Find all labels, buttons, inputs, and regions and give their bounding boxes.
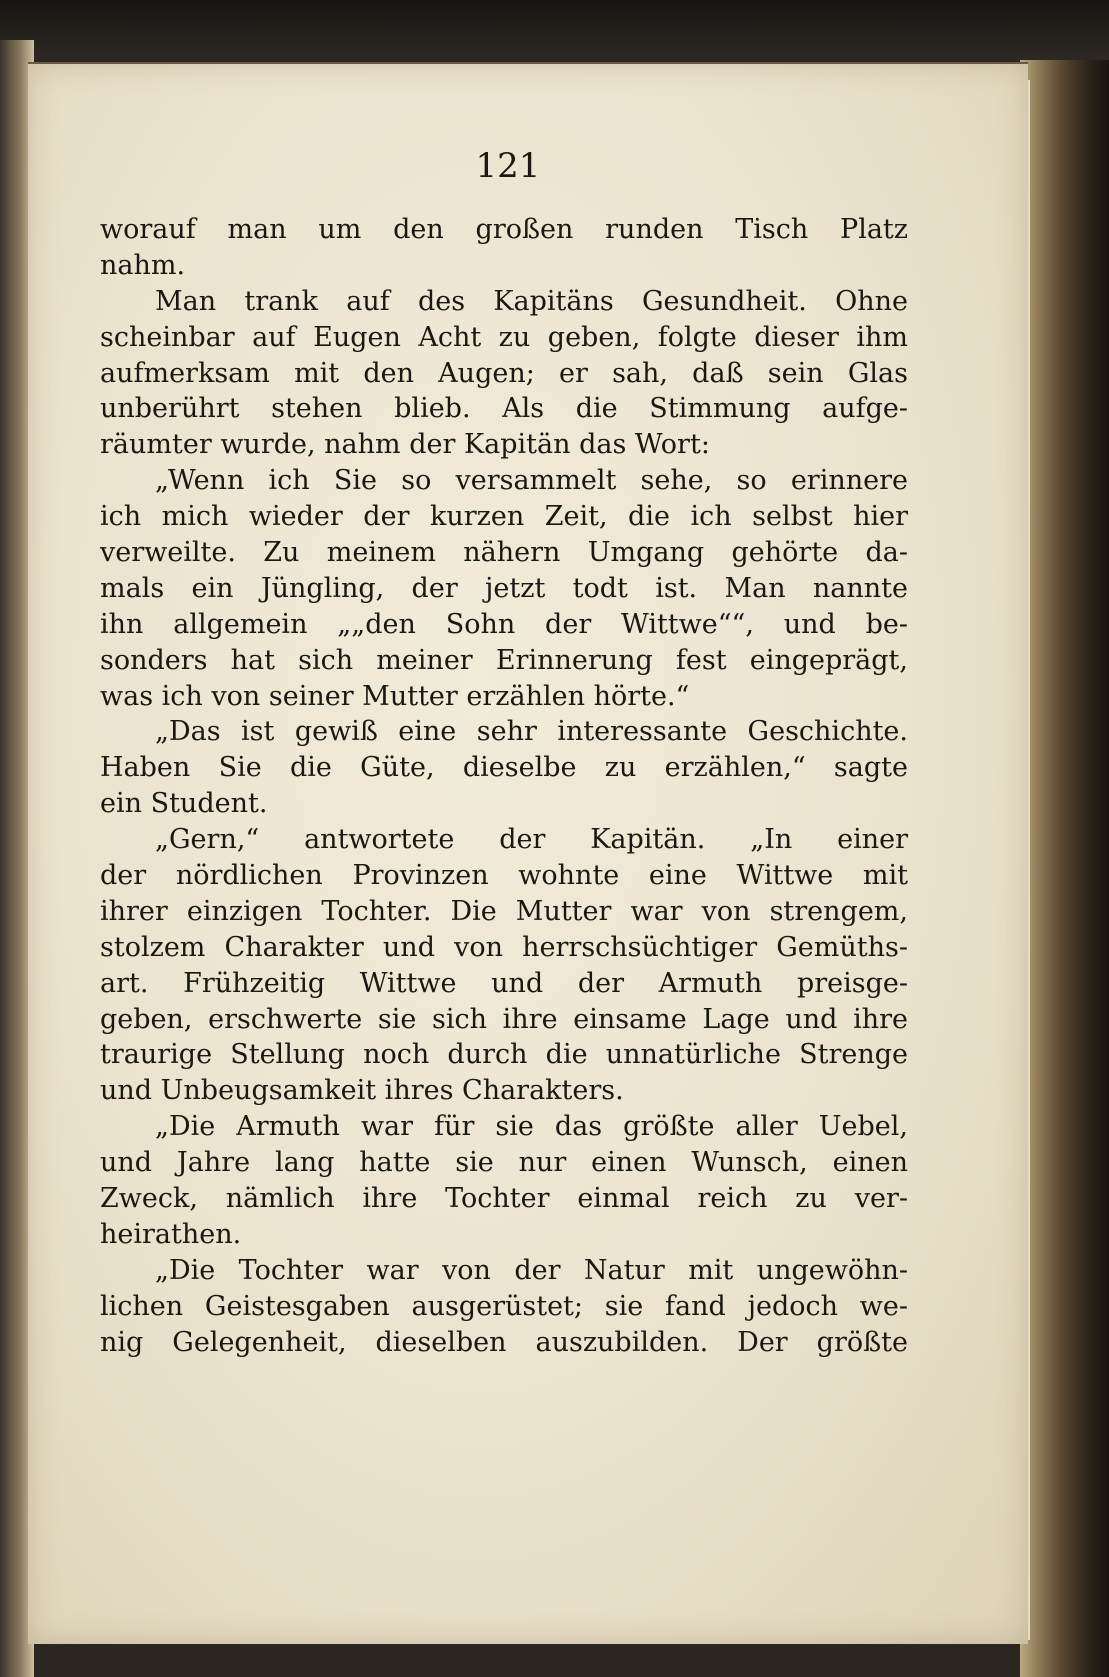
page-number: 121 (475, 146, 541, 186)
text-line: stolzem Charakter und von herrschsüchtiger Gemüths- (100, 931, 908, 963)
text-line: räumter wurde, nahm der Kapitän das Wort: (100, 429, 710, 461)
text-line: ich mich wieder der kurzen Zeit, die ich selbst hier (100, 501, 908, 533)
text-line: nahm. (100, 249, 186, 281)
text-line: ihrer einzigen Tochter. Die Mutter war von strengem, (100, 895, 908, 927)
text-line: Haben Sie die Güte, dieselbe zu erzählen,“ sagte (100, 752, 908, 784)
text-line: „Das ist gewiß eine sehr interessante Geschichte. (155, 716, 908, 748)
text-line: verweilte. Zu meinem nähern Umgang gehörte da- (100, 537, 908, 569)
text-line: mals ein Jüngling, der jetzt todt ist. Man nannte (100, 572, 908, 604)
text-line: scheinbar auf Eugen Acht zu geben, folgte dieser ihm (100, 321, 908, 353)
text-line: „Die Armuth war für sie das größte aller Uebel, (155, 1111, 908, 1143)
text-line: aufmerksam mit den Augen; er sah, daß sein Glas (100, 357, 908, 389)
text-line: ihn allgemein „„den Sohn der Wittwe““, und be- (100, 608, 908, 640)
text-line: „Die Tochter war von der Natur mit ungewöhn- (155, 1254, 908, 1286)
text-line: nig Gelegenheit, dieselben auszubilden. Der größte (100, 1326, 908, 1358)
text-line: Zweck, nämlich ihre Tochter einmal reich zu ver- (100, 1183, 908, 1215)
paper-page (28, 62, 1028, 1644)
text-line: und Unbeugsamkeit ihres Charakters. (100, 1075, 624, 1107)
text-line: der nördlichen Provinzen wohnte eine Wittwe mit (100, 860, 908, 892)
text-line: worauf man um den großen runden Tisch Platz (100, 214, 908, 245)
text-line: art. Frühzeitig Wittwe und der Armuth preisge- (100, 967, 908, 999)
body-text (100, 212, 908, 1361)
text-line: traurige Stellung noch durch die unnatürliche Strenge (100, 1039, 908, 1071)
text-line: sonders hat sich meiner Erinnerung fest eingeprägt, (100, 644, 908, 676)
text-line: und Jahre lang hatte sie nur einen Wunsch, einen (100, 1147, 908, 1179)
text-line: „Wenn ich Sie so versammelt sehe, so erinnere (155, 465, 908, 497)
text-line: lichen Geistesgaben ausgerüstet; sie fand jedoch we- (100, 1290, 908, 1322)
text-line: unberührt stehen blieb. Als die Stimmung aufge- (100, 393, 908, 425)
text-line: heirathen. (100, 1218, 242, 1250)
book-binding-edge (1020, 60, 1109, 1677)
scan-background-top (0, 0, 1109, 58)
text-line: ein Student. (100, 788, 268, 820)
text-line: „Gern,“ antwortete der Kapitän. „In einer (155, 824, 908, 856)
text-line: Man trank auf des Kapitäns Gesundheit. Ohne (155, 285, 908, 317)
text-line: geben, erschwerte sie sich ihre einsame Lage und ihre (100, 1003, 908, 1035)
text-line: was ich von seiner Mutter erzählen hörte.“ (100, 680, 690, 712)
